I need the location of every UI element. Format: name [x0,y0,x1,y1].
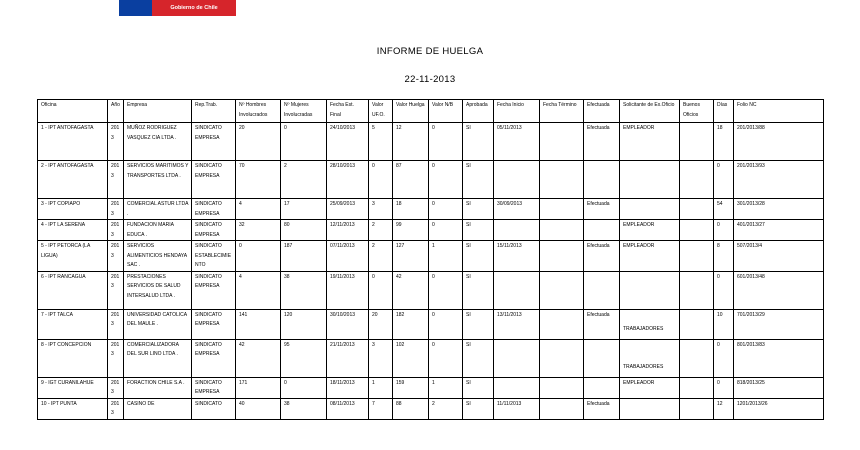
cell-anio: 2013 [108,309,124,339]
cell-oficina: 9 - IGT CURANILAHUE [38,377,108,398]
cell-dias: 10 [714,309,734,339]
cell-uf: 2 [369,220,393,241]
cell-inicio: 05/11/2013 [494,123,540,161]
cell-fecha-est: 12/11/2013 [327,220,369,241]
cell-folio: 701/2013/29 [734,309,824,339]
col-header: Oficina [38,100,108,123]
cell-fecha-est: 18/11/2013 [327,377,369,398]
col-header: Valor N/B [429,100,463,123]
cell-rep: SINDICATO EMPRESA [192,123,236,161]
cell-aprobada: SI [463,161,494,199]
cell-solicitante [620,271,680,309]
cell-anio: 2013 [108,241,124,272]
col-header: Efectuada [584,100,620,123]
cell-buenos [680,199,714,220]
cell-folio: 507/2013/4 [734,241,824,272]
cell-oficina: 3 - IPT COPIAPO [38,199,108,220]
cell-termino [540,377,584,398]
cell-efectuada [584,220,620,241]
cell-efectuada: Efectuada [584,241,620,272]
cell-aprobada: SI [463,123,494,161]
cell-efectuada [584,271,620,309]
cell-folio: 801/2013/83 [734,339,824,377]
cell-oficina: 5 - IPT PETORCA (LA LIGUA) [38,241,108,272]
strike-report-table [37,99,824,420]
col-header: Fecha Inicio [494,100,540,123]
cell-termino [540,398,584,419]
cell-inicio: 11/11/2013 [494,398,540,419]
cell-uf: 3 [369,339,393,377]
cell-huelga: 12 [393,123,429,161]
cell-hombres: 0 [236,241,281,272]
cell-oficina: 10 - IPT PUNTA [38,398,108,419]
cell-dias: 54 [714,199,734,220]
gobierno-logo [119,0,236,16]
cell-huelga: 99 [393,220,429,241]
cell-anio: 2013 [108,398,124,419]
cell-fecha-est: 28/10/2013 [327,161,369,199]
col-header: Nº Mujeres Involucradas [281,100,327,123]
cell-huelga: 159 [393,377,429,398]
cell-termino [540,309,584,339]
cell-solicitante: TRABAJADORES [620,309,680,339]
cell-buenos [680,398,714,419]
col-header: Empresa [124,100,192,123]
cell-uf: 2 [369,241,393,272]
cell-mujeres: 0 [281,377,327,398]
table-row [38,309,824,339]
col-header: Nº Hombres Involucrados [236,100,281,123]
cell-anio: 2013 [108,161,124,199]
cell-inicio [494,377,540,398]
cell-huelga: 102 [393,339,429,377]
cell-rep: SINDICATO ESTABLECIMIENTO [192,241,236,272]
cell-fecha-est: 07/11/2013 [327,241,369,272]
cell-efectuada [584,339,620,377]
cell-aprobada: SI [463,309,494,339]
cell-solicitante: TRABAJADORES [620,339,680,377]
cell-efectuada: Efectuada [584,123,620,161]
cell-mujeres: 38 [281,271,327,309]
cell-empresa: SERVICIOS ALIMENTICIOS HENDAYA SAC . [124,241,192,272]
cell-inicio: 30/09/2013 [494,199,540,220]
cell-solicitante [620,398,680,419]
cell-termino [540,123,584,161]
cell-efectuada: Efectuada [584,309,620,339]
cell-oficina: 7 - IPT TALCA [38,309,108,339]
table-row [38,199,824,220]
cell-huelga: 18 [393,199,429,220]
cell-mujeres: 0 [281,123,327,161]
cell-rep: SINDICATO EMPRESA [192,220,236,241]
cell-termino [540,199,584,220]
cell-dias: 0 [714,377,734,398]
cell-inicio: 13/11/2013 [494,309,540,339]
cell-empresa: COMERCIAL ASTUR LTDA . [124,199,192,220]
cell-buenos [680,161,714,199]
cell-hombres: 32 [236,220,281,241]
cell-hombres: 171 [236,377,281,398]
cell-uf: 3 [369,199,393,220]
cell-efectuada: Efectuada [584,199,620,220]
cell-rep: SINDICATO [192,398,236,419]
table-header-row [38,100,824,123]
cell-folio: 401/2013/27 [734,220,824,241]
cell-fecha-est: 30/10/2013 [327,309,369,339]
cell-buenos [680,220,714,241]
cell-fecha-est: 24/10/2013 [327,123,369,161]
cell-uf: 5 [369,123,393,161]
cell-huelga: 42 [393,271,429,309]
cell-nb: 0 [429,123,463,161]
cell-nb: 0 [429,220,463,241]
cell-huelga: 182 [393,309,429,339]
cell-folio: 301/2013/28 [734,199,824,220]
cell-inicio [494,271,540,309]
cell-folio: 201/2013/88 [734,123,824,161]
cell-hombres: 20 [236,123,281,161]
table-row [38,377,824,398]
cell-buenos [680,377,714,398]
cell-empresa: CASINO DE [124,398,192,419]
cell-oficina: 4 - IPT LA SERENA [38,220,108,241]
cell-uf: 0 [369,161,393,199]
report-title: INFORME DE HUELGA [376,46,484,57]
cell-empresa: FORACTION CHILE S.A . [124,377,192,398]
cell-dias: 8 [714,241,734,272]
cell-mujeres: 2 [281,161,327,199]
cell-aprobada: SI [463,199,494,220]
cell-buenos [680,123,714,161]
cell-inicio [494,161,540,199]
cell-mujeres: 120 [281,309,327,339]
cell-mujeres: 95 [281,339,327,377]
cell-termino [540,220,584,241]
cell-empresa: MUÑOZ RODRIGUEZ VASQUEZ CIA LTDA . [124,123,192,161]
cell-oficina: 2 - IPT ANTOFAGASTA [38,161,108,199]
table-row [38,220,824,241]
table-row [38,398,824,419]
col-header: Aprobada [463,100,494,123]
cell-fecha-est: 21/11/2013 [327,339,369,377]
cell-anio: 2013 [108,271,124,309]
cell-folio: 818/2013/25 [734,377,824,398]
cell-anio: 2013 [108,377,124,398]
cell-nb: 1 [429,377,463,398]
cell-hombres: 141 [236,309,281,339]
cell-fecha-est: 25/09/2013 [327,199,369,220]
table-row [38,241,824,272]
cell-buenos [680,339,714,377]
cell-huelga: 88 [393,398,429,419]
cell-termino [540,241,584,272]
cell-uf: 1 [369,377,393,398]
cell-anio: 2013 [108,123,124,161]
cell-rep: SINDICATO EMPRESA [192,161,236,199]
cell-hombres: 70 [236,161,281,199]
cell-nb: 0 [429,271,463,309]
cell-anio: 2013 [108,199,124,220]
col-header: Fecha Est. Final [327,100,369,123]
table-row [38,271,824,309]
cell-inicio [494,220,540,241]
cell-mujeres: 187 [281,241,327,272]
cell-buenos [680,309,714,339]
cell-efectuada: Efectuada [584,398,620,419]
cell-aprobada: SI [463,377,494,398]
cell-dias: 12 [714,398,734,419]
cell-dias: 0 [714,271,734,309]
cell-uf: 7 [369,398,393,419]
table-body [38,123,824,420]
cell-nb: 0 [429,339,463,377]
cell-dias: 0 [714,220,734,241]
cell-anio: 2013 [108,339,124,377]
cell-termino [540,339,584,377]
cell-mujeres: 17 [281,199,327,220]
cell-solicitante: EMPLEADOR [620,220,680,241]
cell-efectuada [584,377,620,398]
cell-termino [540,161,584,199]
cell-oficina: 6 - IPT RANCAGUA [38,271,108,309]
cell-empresa: PRESTACIONES SERVICIOS DE SALUD INTERSALUD LTDA . [124,271,192,309]
logo-text: Gobierno de Chile [170,5,218,11]
cell-aprobada: SI [463,271,494,309]
cell-folio: 201/2013/93 [734,161,824,199]
cell-nb: 0 [429,161,463,199]
col-header: Folio NC [734,100,824,123]
table-row [38,161,824,199]
cell-rep: SINDICATO EMPRESA [192,199,236,220]
cell-rep: SINDICATO EMPRESA [192,377,236,398]
cell-nb: 0 [429,199,463,220]
col-header: Solicitante de Ex.Oficio [620,100,680,123]
cell-hombres: 4 [236,199,281,220]
cell-solicitante: EMPLEADOR [620,241,680,272]
cell-solicitante [620,199,680,220]
cell-hombres: 42 [236,339,281,377]
logo-blue-block [119,0,152,16]
col-header: Buenos Oficios [680,100,714,123]
cell-empresa: UNIVERSIDAD CATOLICA DEL MAULE . [124,309,192,339]
cell-efectuada [584,161,620,199]
col-header: Fecha Término [540,100,584,123]
cell-hombres: 4 [236,271,281,309]
table-row [38,339,824,377]
cell-nb: 2 [429,398,463,419]
col-header: Año [108,100,124,123]
cell-dias: 0 [714,339,734,377]
cell-oficina: 1 - IPT ANTOFAGASTA [38,123,108,161]
cell-buenos [680,241,714,272]
cell-oficina: 8 - IPT CONCEPCION [38,339,108,377]
cell-termino [540,271,584,309]
cell-buenos [680,271,714,309]
cell-anio: 2013 [108,220,124,241]
cell-huelga: 87 [393,161,429,199]
cell-inicio: 15/11/2013 [494,241,540,272]
cell-fecha-est: 08/11/2013 [327,398,369,419]
col-header: Rep.Trab. [192,100,236,123]
report-date: 22-11-2013 [404,74,456,85]
cell-folio: 601/2013/48 [734,271,824,309]
cell-uf: 20 [369,309,393,339]
cell-dias: 0 [714,161,734,199]
cell-nb: 0 [429,309,463,339]
cell-folio: 1201/2013/26 [734,398,824,419]
cell-nb: 1 [429,241,463,272]
col-header: Días [714,100,734,123]
cell-fecha-est: 19/11/2013 [327,271,369,309]
table-row [38,123,824,161]
cell-mujeres: 80 [281,220,327,241]
cell-aprobada: SI [463,220,494,241]
cell-rep: SINDICATO EMPRESA [192,271,236,309]
cell-empresa: SERVICIOS MARITIMOS Y TRANSPORTES LTDA . [124,161,192,199]
cell-hombres: 40 [236,398,281,419]
cell-huelga: 127 [393,241,429,272]
cell-rep: SINDICATO EMPRESA [192,309,236,339]
cell-aprobada: SI [463,398,494,419]
cell-mujeres: 38 [281,398,327,419]
col-header: Valor Huelga [393,100,429,123]
cell-empresa: COMERCIALIZADORA DEL SUR LINO LTDA . [124,339,192,377]
cell-rep: SINDICATO EMPRESA [192,339,236,377]
cell-solicitante: EMPLEADOR [620,123,680,161]
cell-dias: 18 [714,123,734,161]
cell-empresa: FUNDACION MARIA EDUCA . [124,220,192,241]
cell-aprobada: SI [463,241,494,272]
cell-solicitante [620,161,680,199]
cell-inicio [494,339,540,377]
cell-solicitante: EMPLEADOR [620,377,680,398]
cell-uf: 0 [369,271,393,309]
cell-aprobada: SI [463,339,494,377]
col-header: Valor UF.O. [369,100,393,123]
